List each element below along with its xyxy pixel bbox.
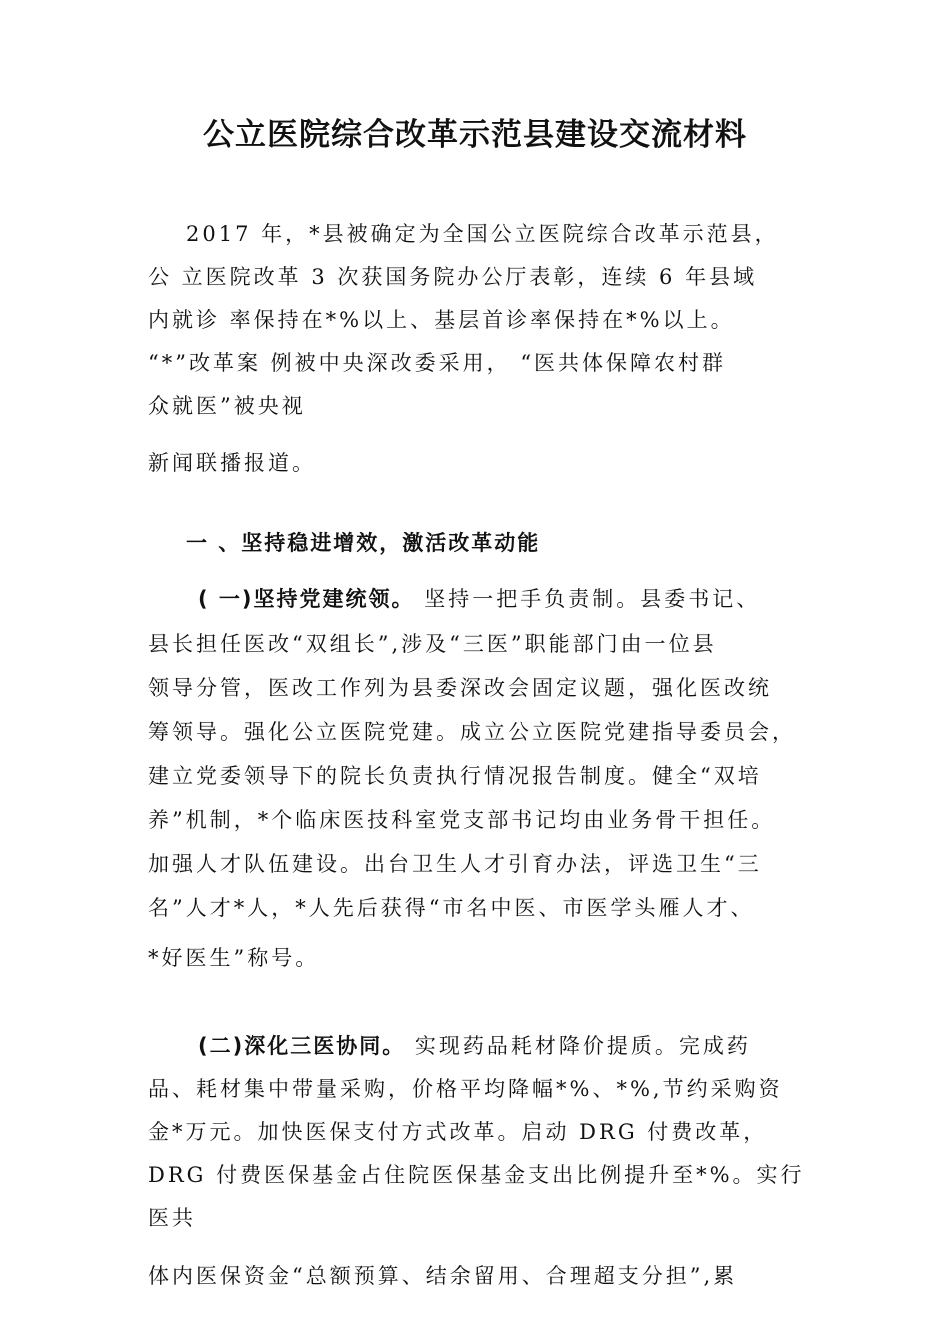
intro-line-3: 内就诊 率保持在*%以上、基层首诊率保持在*%以上。: [148, 308, 735, 332]
subsection-2-line-5: 体内医保资金“总额预算、结余留用、合理超支分担”,累: [148, 1264, 738, 1288]
subsection-2-first-line: [198, 1036, 751, 1057]
intro-line-6: 新闻联播报道。: [148, 451, 316, 475]
subsection-1-line-5: 养”机制，*个临床医技科室党支部书记均由业务骨干担任。: [148, 808, 776, 832]
subsection-1-line-3: 筹领导。强化公立医院党建。成立公立医院党建指导委员会，: [148, 720, 796, 744]
subsection-1-line-1: 县长担任医改“双组长”,涉及“三医”职能部门由一位县: [148, 632, 717, 656]
subsection-1-line-4: 建立党委领导下的院长负责执行情况报告制度。健全“双培: [148, 764, 762, 788]
subsection-1-line-7: 名”人才*人，*人先后获得“市名中医、市医学头雁人才、: [148, 896, 755, 920]
subsection-2-label: (二)深化三医协同。: [198, 1034, 406, 1058]
document-title: 公立医院综合改革示范县建设交流材料: [203, 117, 747, 153]
subsection-1-first-text: 坚持一把手负责制。县委书记、: [414, 587, 761, 611]
subsection-2-line-1: 品、耗材集中带量采购，价格平均降幅*%、*%,节约采购资: [148, 1077, 783, 1101]
subsection-2-first-text: 实现药品耗材降价提质。完成药: [405, 1034, 751, 1058]
subsection-1-line-8: *好医生”称号。: [148, 946, 320, 970]
subsection-2-line-2: 金*万元。加快医保支付方式改革。启动 DRG 付费改革，: [148, 1120, 768, 1144]
subsection-1-label: ( 一)坚持党建统领。: [198, 587, 415, 611]
subsection-2-line-4: 医共: [148, 1206, 196, 1230]
intro-line-4: “*”改革案 例被中央深改委采用， “医共体保障农村群: [148, 351, 727, 375]
intro-line-5: 众就医”被央视: [148, 394, 306, 418]
subsection-1-line-2: 领导分管，医改工作列为县委深改会固定议题，强化医改统: [148, 676, 772, 700]
subsection-1-first-line: [198, 589, 760, 610]
subsection-1-line-6: 加强人才队伍建设。出台卫生人才引育办法，评选卫生“三: [148, 852, 762, 876]
intro-line-2: 公 立医院改革 3 次获国务院办公厅表彰，连续 6 年县域: [148, 265, 758, 289]
intro-line-1: 2017 年，*县被确定为全国公立医院综合改革示范县，: [186, 222, 779, 246]
subsection-2-line-3: DRG 付费医保基金占住院医保基金支出比例提升至*%。实行: [148, 1163, 805, 1187]
section-1-heading: 一 、坚持稳进增效，激活改革动能: [186, 531, 541, 555]
